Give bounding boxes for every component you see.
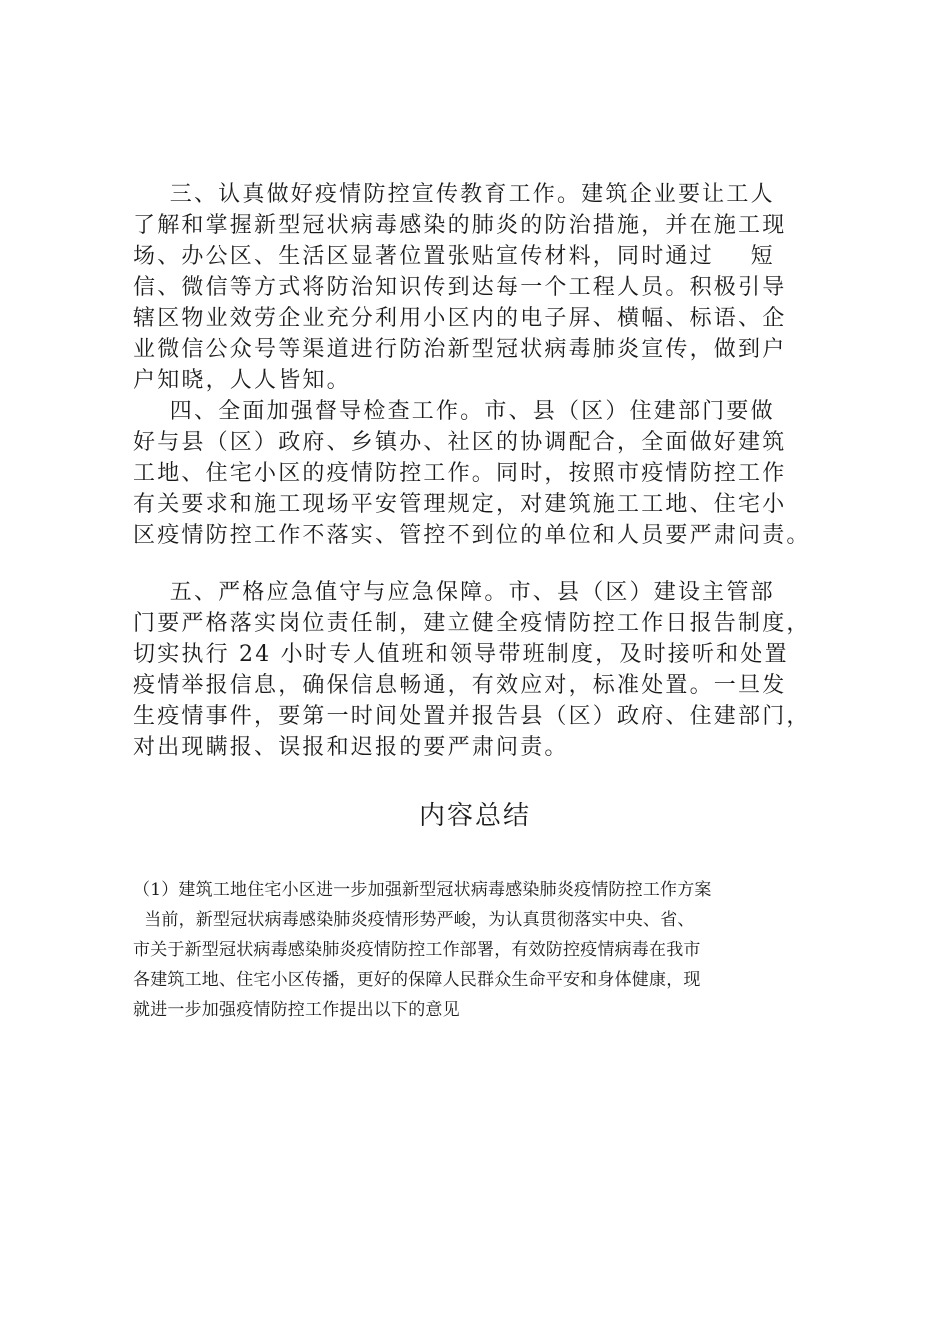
summary-line: 各建筑工地、住宅小区传播，更好的保障人民群众生命平安和身体健康，现 [133, 970, 701, 990]
summary-line: 就进一步加强疫情防控工作提出以下的意见 [133, 1000, 460, 1020]
section-three-line: 辖区物业效劳企业充分利用小区内的电子屏、横幅、标语、企 [133, 306, 787, 331]
section-four-line: 四、全面加强督导检查工作。市、县（区）住建部门要做 [133, 399, 775, 424]
section-three-line: 户知晓，人人皆知。 [133, 368, 351, 393]
summary-line: （1）建筑工地住宅小区进一步加强新型冠状病毒感染肺炎疫情防控工作方案 [133, 880, 712, 900]
section-three-line: 业微信公众号等渠道进行防治新型冠状病毒肺炎宣传，做到户 [133, 337, 787, 362]
section-three-line: 场、办公区、生活区显著位置张贴宣传材料，同时通过 短 [133, 244, 775, 269]
section-four-line: 好与县（区）政府、乡镇办、社区的协调配合，全面做好建筑 [133, 430, 787, 455]
section-five-line: 切实执行 24 小时专人值班和领导带班制度，及时接听和处置 [133, 642, 789, 667]
summary-title: 内容总结 [418, 801, 531, 831]
summary-line: 市关于新型冠状病毒感染肺炎疫情防控工作部署，有效防控疫情病毒在我市 [133, 940, 701, 960]
section-four-line: 工地、住宅小区的疫情防控工作。同时，按照市疫情防控工作 [133, 461, 787, 486]
section-five-line: 疫情举报信息，确保信息畅通，有效应对，标准处置。一旦发 [133, 673, 787, 698]
section-five-line: 生疫情事件，要第一时间处置并报告县（区）政府、住建部门， [133, 704, 811, 729]
section-five-line: 门要严格落实岗位责任制，建立健全疫情防控工作日报告制度， [133, 611, 811, 636]
section-four-line: 区疫情防控工作不落实、管控不到位的单位和人员要严肃问责。 [133, 523, 811, 548]
section-five-line: 对出现瞒报、误报和迟报的要严肃问责。 [133, 735, 569, 760]
section-three-line: 三、认真做好疫情防控宣传教育工作。建筑企业要让工人 [133, 182, 775, 207]
section-three-line: 信、微信等方式将防治知识传到达每一个工程人员。积极引导 [133, 275, 787, 300]
section-four-line: 有关要求和施工现场平安管理规定，对建筑施工工地、住宅小 [133, 492, 787, 517]
summary-line: 当前，新型冠状病毒感染肺炎疫情形势严峻，为认真贯彻落实中央、省、 [133, 910, 695, 930]
section-five-line: 五、严格应急值守与应急保障。市、县（区）建设主管部 [133, 580, 775, 605]
section-three-line: 了解和掌握新型冠状病毒感染的肺炎的防治措施，并在施工现 [133, 213, 787, 238]
